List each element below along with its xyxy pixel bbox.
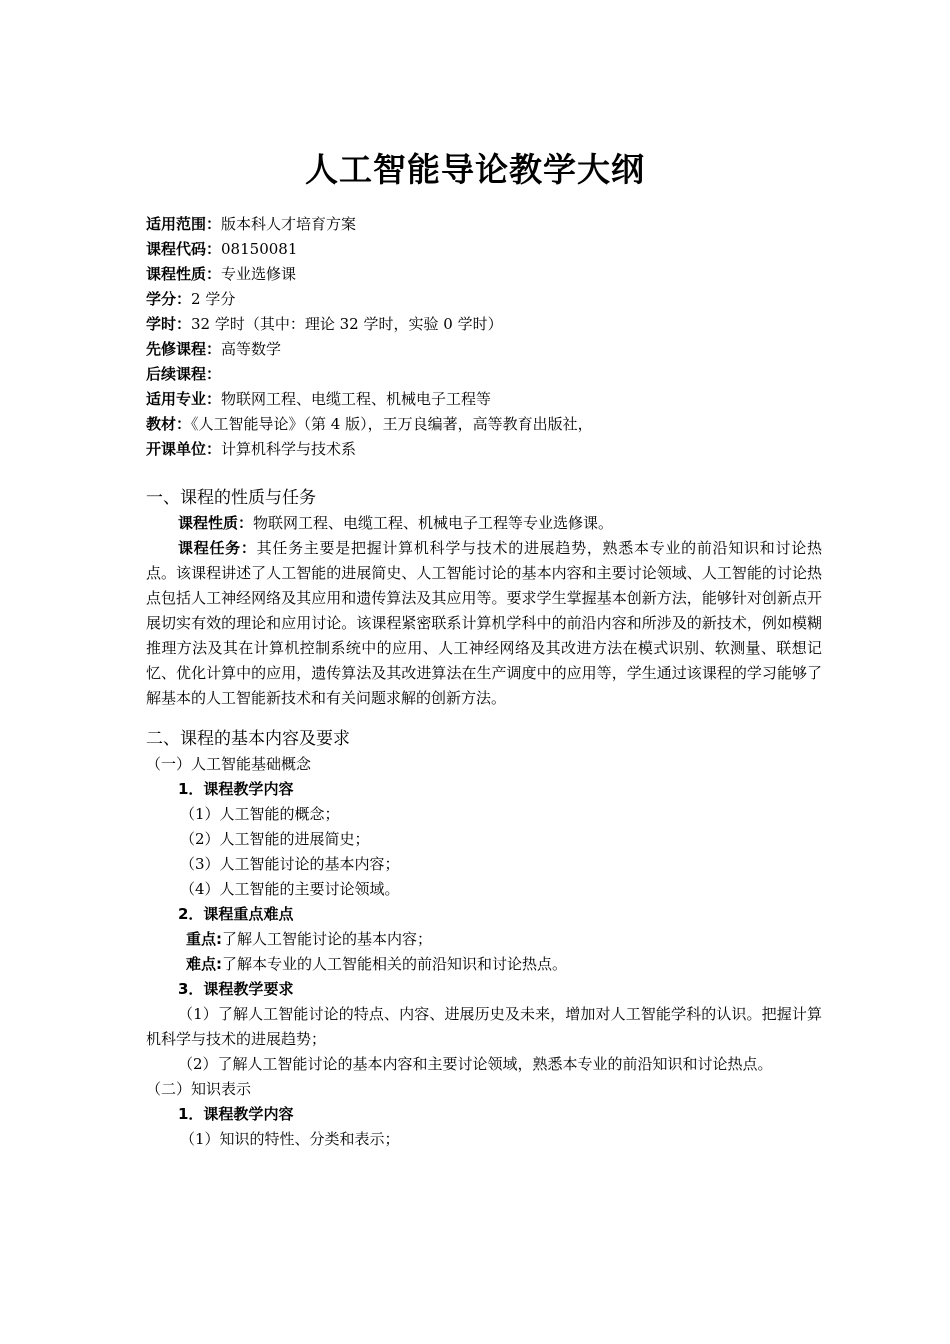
course-task-paragraph bbox=[146, 536, 822, 711]
meta-label: 后续课程： bbox=[146, 365, 222, 383]
section-heading: 一、课程的性质与任务 bbox=[146, 488, 316, 508]
meta-label: 教材： bbox=[146, 415, 192, 433]
content-heading: 1．课程教学内容 bbox=[178, 780, 294, 798]
key-points-heading: 2．课程重点难点 bbox=[178, 905, 294, 923]
key-point bbox=[186, 927, 822, 952]
meta-label: 开课单位： bbox=[146, 440, 222, 458]
meta-scope bbox=[146, 212, 826, 237]
key-point-label: 重点: bbox=[186, 930, 222, 948]
meta-department bbox=[146, 437, 826, 462]
subsection-heading: （二）知识表示 bbox=[146, 1080, 252, 1098]
meta-value: 08150081 bbox=[221, 240, 298, 258]
meta-followup bbox=[146, 362, 826, 387]
meta-value: 32 学时（其中：理论 32 学时，实验 0 学时） bbox=[191, 315, 503, 333]
course-nature-paragraph bbox=[146, 511, 822, 536]
meta-majors bbox=[146, 387, 826, 412]
meta-textbook bbox=[146, 412, 826, 437]
meta-value: 2 学分 bbox=[191, 290, 236, 308]
difficult-point-label: 难点: bbox=[186, 955, 222, 973]
meta-label: 课程性质： bbox=[146, 265, 222, 283]
spacer bbox=[146, 711, 822, 727]
meta-label: 课程代码： bbox=[146, 240, 222, 258]
meta-hours bbox=[146, 312, 826, 337]
subsection-heading: （一）人工智能基础概念 bbox=[146, 755, 312, 773]
requirement-paragraph: （2）了解人工智能讨论的基本内容和主要讨论领域，熟悉本专业的前沿知识和讨论热点。 bbox=[178, 1055, 773, 1073]
section-heading: 二、课程的基本内容及要求 bbox=[146, 729, 350, 749]
meta-value: 版本科人才培育方案 bbox=[221, 215, 357, 233]
meta-value: 《人工智能导论》（第 4 版），王万良编著，高等教育出版社， bbox=[191, 415, 593, 433]
meta-credits bbox=[146, 287, 826, 312]
requirement-paragraph: （1）了解人工智能讨论的特点、内容、进展历史及未来，增加对人工智能学科的认识。把握计算机科学与技术的进展趋势； bbox=[146, 1005, 822, 1048]
course-info bbox=[146, 212, 826, 462]
paragraph-text: 其任务主要是把握计算机科学与技术的进展趋势，熟悉本专业的前沿知识和讨论热点。该课程讲述了人工智能的进展简史、人工智能讨论的基本内容和主要讨论领域、人工智能的讨论热点包括人工神经网络及其应用和遗传算法及其应用等。要求学生掌握基本创新方法，能够针对创新点开展切实有效的理论和应用讨论。该课程紧密联系计算机学科中的前沿内容和所涉及的新技术，例如模糊推理方法及其在计算机控制系统中的应用、人工神经网络及其改进方法在模式识别、软测量、联想记忆、优化计算中的应用，遗传算法及其改进算法在生产调度中的应用等，学生通过该课程的学习能够了解基本的人工智能新技术和有关问题求解的创新方法。 bbox=[146, 539, 822, 707]
list-item: （1）知识的特性、分类和表示； bbox=[180, 1130, 400, 1148]
meta-label: 先修课程： bbox=[146, 340, 222, 358]
meta-course-nature bbox=[146, 262, 826, 287]
paragraph-label: 课程性质： bbox=[178, 514, 254, 532]
meta-label: 学分： bbox=[146, 290, 192, 308]
key-point-text: 了解人工智能讨论的基本内容； bbox=[222, 930, 433, 948]
list-item: （2）人工智能的进展简史； bbox=[180, 830, 370, 848]
list-item: （1）人工智能的概念； bbox=[180, 805, 340, 823]
meta-label: 适用专业： bbox=[146, 390, 222, 408]
difficult-point-text: 了解本专业的人工智能相关的前沿知识和讨论热点。 bbox=[222, 955, 568, 973]
meta-label: 学时： bbox=[146, 315, 192, 333]
content-heading: 1．课程教学内容 bbox=[178, 1105, 294, 1123]
document-title: 人工智能导论教学大纲 bbox=[305, 150, 645, 189]
meta-course-code bbox=[146, 237, 826, 262]
meta-value: 物联网工程、电缆工程、机械电子工程等 bbox=[221, 390, 492, 408]
paragraph-text: 物联网工程、电缆工程、机械电子工程等专业选修课。 bbox=[253, 514, 614, 532]
requirements-heading: 3．课程教学要求 bbox=[178, 980, 294, 998]
difficult-point bbox=[186, 952, 822, 977]
list-item: （4）人工智能的主要讨论领域。 bbox=[180, 880, 400, 898]
paragraph-label: 课程任务： bbox=[178, 539, 257, 557]
meta-value: 高等数学 bbox=[221, 340, 282, 358]
document-body bbox=[146, 486, 822, 1152]
meta-prerequisite bbox=[146, 337, 826, 362]
meta-label: 适用范围： bbox=[146, 215, 222, 233]
list-item: （3）人工智能讨论的基本内容； bbox=[180, 855, 400, 873]
meta-value: 计算机科学与技术系 bbox=[221, 440, 357, 458]
meta-value: 专业选修课 bbox=[221, 265, 297, 283]
